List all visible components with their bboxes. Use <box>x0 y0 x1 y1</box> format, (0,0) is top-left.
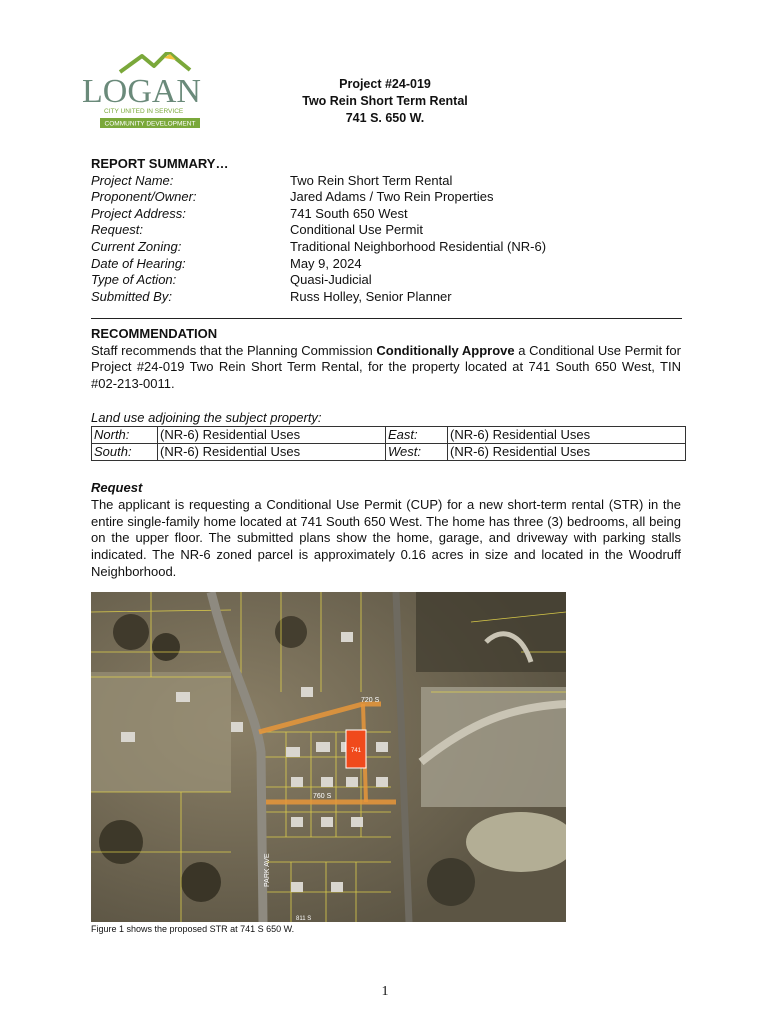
summary-row <box>91 189 691 206</box>
summary-label: Request: <box>91 222 144 238</box>
section-divider <box>91 318 682 319</box>
summary-label: Project Name: <box>91 172 174 188</box>
recommendation-text <box>91 343 681 393</box>
logo-department: COMMUNITY DEVELOPMENT <box>104 120 196 128</box>
project-header <box>280 76 490 127</box>
direction-cell: South: <box>92 444 158 461</box>
summary-value: Two Rein Short Term Rental <box>290 172 453 188</box>
summary-label: Project Address: <box>91 205 186 221</box>
summary-label: Current Zoning: <box>91 238 182 254</box>
direction-cell: East: <box>386 427 448 444</box>
project-title: Two Rein Short Term Rental <box>302 94 468 108</box>
summary-label: Type of Action: <box>91 272 177 288</box>
summary-row <box>91 272 691 289</box>
summary-label: Proponent/Owner: <box>91 189 197 205</box>
land-use-table <box>91 426 686 461</box>
summary-value: Traditional Neighborhood Residential (NR-6) <box>290 238 547 254</box>
street-label-north: 720 S <box>361 697 380 704</box>
street-label-bottom: 811 S <box>296 916 312 922</box>
summary-value: Jared Adams / Two Rein Properties <box>290 189 494 205</box>
street-label-west: PARK AVE <box>264 853 271 887</box>
figure-caption: Figure 1 shows the proposed STR at 741 S 650 W. <box>91 924 295 934</box>
summary-row <box>91 256 691 273</box>
summary-row <box>91 206 691 223</box>
aerial-map <box>91 592 566 922</box>
summary-value: May 9, 2024 <box>290 255 362 271</box>
recommendation-section <box>91 326 681 392</box>
street-label-south: 760 S <box>313 793 332 800</box>
summary-label: Submitted By: <box>91 288 172 304</box>
direction-cell: North: <box>92 427 158 444</box>
use-cell: (NR-6) Residential Uses <box>448 427 686 444</box>
summary-row <box>91 222 691 239</box>
land-use-caption: Land use adjoining the subject property: <box>91 410 322 425</box>
table-row <box>92 427 686 444</box>
logan-city-logo <box>80 52 220 136</box>
summary-row <box>91 239 691 256</box>
summary-row <box>91 289 691 306</box>
direction-cell: West: <box>386 444 448 461</box>
page-number: 1 <box>381 984 389 999</box>
summary-label: Date of Hearing: <box>91 255 186 271</box>
logo-tagline: CITY UNITED IN SERVICE <box>104 108 184 115</box>
recommendation-heading: RECOMMENDATION <box>91 326 218 341</box>
project-number: Project #24-019 <box>339 77 431 91</box>
recommendation-text-start: Staff recommends that the Planning Commission <box>91 342 377 358</box>
summary-value: Conditional Use Permit <box>290 222 423 238</box>
request-heading: Request <box>91 480 143 495</box>
summary-heading: REPORT SUMMARY… <box>91 156 229 171</box>
table-row <box>92 444 686 461</box>
logo-graphic <box>80 52 220 136</box>
land-use-section <box>91 410 686 461</box>
use-cell: (NR-6) Residential Uses <box>158 444 386 461</box>
use-cell: (NR-6) Residential Uses <box>448 444 686 461</box>
recommendation-text-end: a Conditional Use Permit for Project #24-019 Two Rein Short Term Rental, for the property located at 741 South 650 West, TIN #02-213-0011. <box>91 342 681 391</box>
recommendation-decision: Conditionally Approve <box>376 342 515 358</box>
summary-value: 741 South 650 West <box>290 205 408 221</box>
request-text: The applicant is requesting a Conditional Use Permit (CUP) for a new short-term rental (STR) in the entire single-family home located at 741 South 650 West. The home has three (3) bedrooms, all being on the upper floor. The submitted plans show the home, garage, and driveway with parking stalls indicated. The NR-6 zoned parcel is approximately 0.16 acres in size and located in the Woodruff Neighborhood. <box>91 496 681 579</box>
use-cell: (NR-6) Residential Uses <box>158 427 386 444</box>
request-section <box>91 480 681 581</box>
aerial-map-image <box>91 592 566 922</box>
summary-value: Quasi-Judicial <box>290 272 372 288</box>
report-summary <box>91 156 691 305</box>
summary-row <box>91 173 691 190</box>
subject-parcel-label: 741 <box>350 748 362 754</box>
logo-name: LOGAN <box>82 73 201 110</box>
summary-value: Russ Holley, Senior Planner <box>290 288 452 304</box>
project-address: 741 S. 650 W. <box>345 111 425 125</box>
